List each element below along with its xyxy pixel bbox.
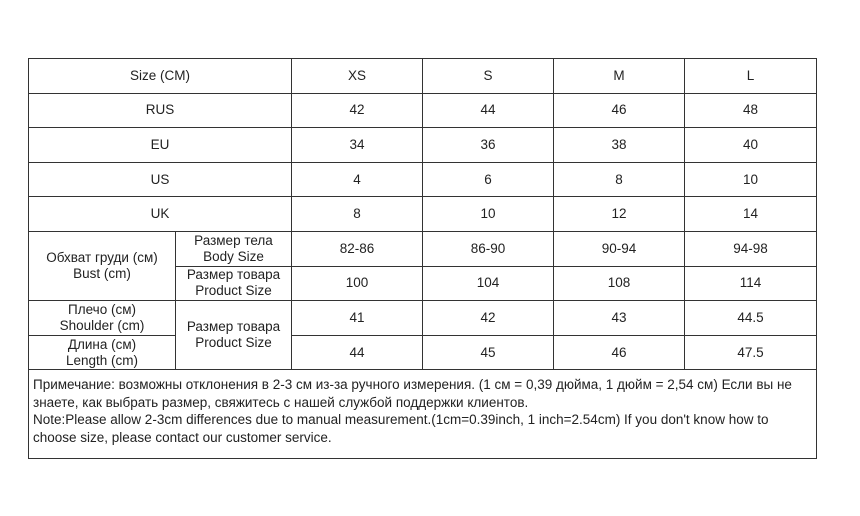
length-xs: 44 <box>292 335 423 370</box>
shoulder-label-ru: Плечо (см) <box>68 301 136 317</box>
uk-xs: 8 <box>292 197 423 232</box>
rus-xs: 42 <box>292 93 423 128</box>
bust-product-l: 114 <box>685 266 817 301</box>
eu-label: EU <box>29 128 292 163</box>
eu-s: 36 <box>423 128 554 163</box>
rus-m: 46 <box>554 93 685 128</box>
shoulder-label-en: Shoulder (cm) <box>59 317 145 333</box>
shoulder-l: 44.5 <box>685 301 817 336</box>
rus-s: 44 <box>423 93 554 128</box>
uk-s: 10 <box>423 197 554 232</box>
product-size-label-en: Product Size <box>195 335 272 351</box>
length-label-en: Length (cm) <box>65 352 139 368</box>
bust-product-size-label <box>176 266 292 301</box>
bust-body-row <box>29 231 817 266</box>
us-m: 8 <box>554 162 685 197</box>
length-l: 47.5 <box>685 335 817 370</box>
bust-product-s: 104 <box>423 266 554 301</box>
size-s-header: S <box>423 59 554 94</box>
size-xs-header: XS <box>292 59 423 94</box>
shoulder-s: 42 <box>423 301 554 336</box>
note-en: Note:Please allow 2-3cm differences due to manual measurement.(1cm=0.39inch, 1 inch=2.54cm) If you don't know how to choose size, please contact our customer service. <box>33 412 769 445</box>
uk-label: UK <box>29 197 292 232</box>
bust-label <box>29 231 176 300</box>
note-row <box>29 370 817 459</box>
product-size-label <box>176 301 292 370</box>
eu-m: 38 <box>554 128 685 163</box>
body-size-label <box>176 231 292 266</box>
bust-product-m: 108 <box>554 266 685 301</box>
product-size-label-ru: Размер товара <box>186 319 281 335</box>
bust-label-en: Bust (cm) <box>73 266 131 282</box>
shoulder-row <box>29 301 817 336</box>
uk-row <box>29 197 817 232</box>
length-label-ru: Длина (см) <box>67 336 137 352</box>
rus-l: 48 <box>685 93 817 128</box>
us-s: 6 <box>423 162 554 197</box>
us-label: US <box>29 162 292 197</box>
bust-body-xs: 82-86 <box>292 231 423 266</box>
length-label <box>29 335 176 370</box>
length-s: 45 <box>423 335 554 370</box>
us-l: 10 <box>685 162 817 197</box>
shoulder-m: 43 <box>554 301 685 336</box>
us-xs: 4 <box>292 162 423 197</box>
bust-product-xs: 100 <box>292 266 423 301</box>
length-m: 46 <box>554 335 685 370</box>
shoulder-xs: 41 <box>292 301 423 336</box>
bust-label-ru: Обхват груди (см) <box>46 250 158 266</box>
uk-l: 14 <box>685 197 817 232</box>
us-row <box>29 162 817 197</box>
note-cell <box>29 370 817 459</box>
eu-row <box>29 128 817 163</box>
size-m-header: M <box>554 59 685 94</box>
bust-product-size-label-ru: Размер товара <box>186 267 281 283</box>
size-l-header: L <box>685 59 817 94</box>
bust-body-l: 94-98 <box>685 231 817 266</box>
size-header-label: Size (CM) <box>29 59 292 94</box>
body-size-label-ru: Размер тела <box>194 232 273 248</box>
eu-l: 40 <box>685 128 817 163</box>
size-chart-table <box>28 58 817 459</box>
shoulder-label <box>29 301 176 336</box>
bust-body-s: 86-90 <box>423 231 554 266</box>
bust-product-size-label-en: Product Size <box>195 283 272 299</box>
length-row <box>29 335 817 370</box>
note-ru: Примечание: возможны отклонения в 2-3 см из-за ручного измерения. (1 см = 0,39 дюйма, 1 дюйм = 2,54 см) Если вы не знаете, как выбрать размер, свяжитесь с нашей службой поддержки клиентов. <box>33 377 792 410</box>
bust-body-m: 90-94 <box>554 231 685 266</box>
rus-label: RUS <box>29 93 292 128</box>
uk-m: 12 <box>554 197 685 232</box>
header-row <box>29 59 817 94</box>
eu-xs: 34 <box>292 128 423 163</box>
rus-row <box>29 93 817 128</box>
body-size-label-en: Body Size <box>203 248 264 264</box>
